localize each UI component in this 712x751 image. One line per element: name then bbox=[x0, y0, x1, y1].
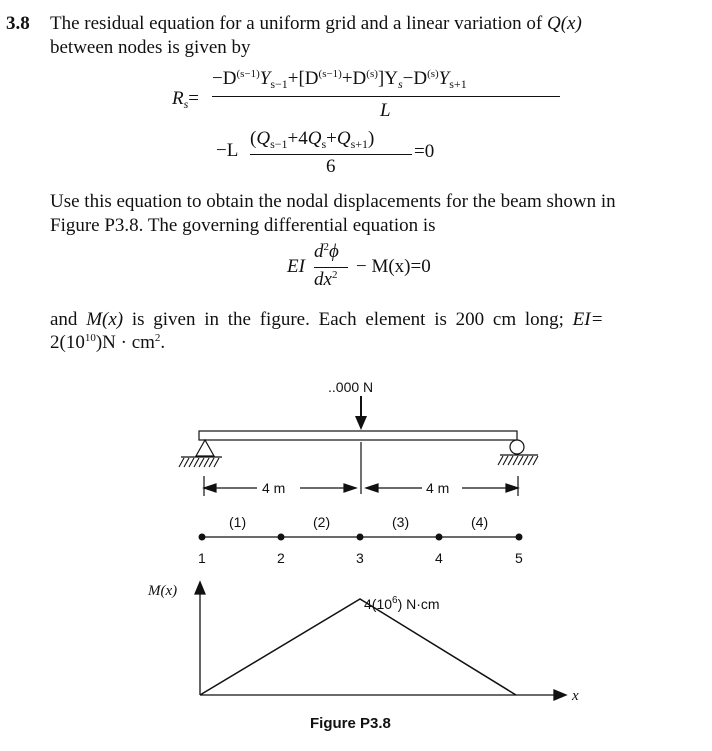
left-pin-support bbox=[179, 440, 222, 467]
para3-line1: and M(x) is given in the figure. Each element is 200 cm long; EI= bbox=[50, 309, 604, 330]
peak-moment-label: $4(10^6)$ N·cm bbox=[364, 595, 440, 612]
figure-p3-8 bbox=[0, 370, 712, 751]
node-label-4: 4 bbox=[435, 550, 443, 566]
x-axis-label: x bbox=[572, 688, 579, 704]
node-2 bbox=[278, 534, 285, 541]
node-label-1: 1 bbox=[198, 550, 206, 566]
load-arrow bbox=[355, 396, 367, 430]
problem-text-line1 bbox=[50, 12, 700, 36]
problem-line2: between nodes is given by bbox=[50, 37, 251, 58]
residual-second-prefix: −L bbox=[216, 140, 239, 161]
node-label-3: 3 bbox=[356, 550, 364, 566]
element-label-2: (2) bbox=[313, 514, 331, 530]
governing-numerator: $d^2\phi$ bbox=[314, 241, 339, 262]
para2-line1: Use this equation to obtain the nodal displacements for the beam shown in bbox=[50, 191, 616, 212]
para2-line2: Figure P3.8. The governing differential equation is bbox=[50, 215, 436, 236]
node-label-5: 5 bbox=[515, 550, 523, 566]
residual-numerator: $-D^{(s-1)}Y_{s-1}+[D^{(s-1)}+D^{(s)}]Y_s-D^{(s)}Y_{s+1}$ bbox=[212, 68, 467, 91]
element-label-3: (3) bbox=[392, 514, 410, 530]
beam bbox=[199, 431, 517, 440]
residual-rhs: =0 bbox=[414, 141, 435, 162]
dim-right-label: 4 m bbox=[426, 480, 450, 496]
element-label-1: (1) bbox=[229, 514, 247, 530]
problem-number: 3.8 bbox=[6, 13, 30, 34]
residual-fraction-bar bbox=[212, 96, 560, 97]
residual-lhs: $R_s=$ bbox=[172, 88, 199, 111]
moment-diagram bbox=[200, 599, 516, 695]
governing-coef: EI bbox=[287, 256, 305, 277]
figure-caption: Figure P3.8 bbox=[310, 715, 391, 732]
residual-second-numerator: $(Q_{s-1}+4Q_s+Q_{s+1})$ bbox=[250, 128, 375, 151]
governing-rest: − M(x)=0 bbox=[356, 256, 431, 277]
cropped-previous-line bbox=[0, 0, 712, 6]
node-4 bbox=[436, 534, 443, 541]
para3-line2: $2(10^{10})N \cdot cm^2$. bbox=[50, 332, 166, 353]
problem-line1: The residual equation for a uniform grid and a linear variation of bbox=[50, 13, 543, 34]
node-label-2: 2 bbox=[277, 550, 285, 566]
element-label-4: (4) bbox=[471, 514, 489, 530]
moment-axis-label: M(x) bbox=[148, 583, 178, 599]
load-label: ..000 N bbox=[328, 379, 374, 395]
node-5 bbox=[516, 534, 523, 541]
dim-left-label: 4 m bbox=[262, 480, 286, 496]
residual-denominator: L bbox=[380, 100, 391, 121]
node-1 bbox=[199, 534, 206, 541]
q-of-x: Q(x) bbox=[547, 13, 582, 34]
residual-second-denominator: 6 bbox=[326, 156, 336, 177]
governing-denominator: $dx^2$ bbox=[314, 269, 338, 290]
right-roller-support bbox=[498, 440, 538, 465]
node-3 bbox=[357, 534, 364, 541]
